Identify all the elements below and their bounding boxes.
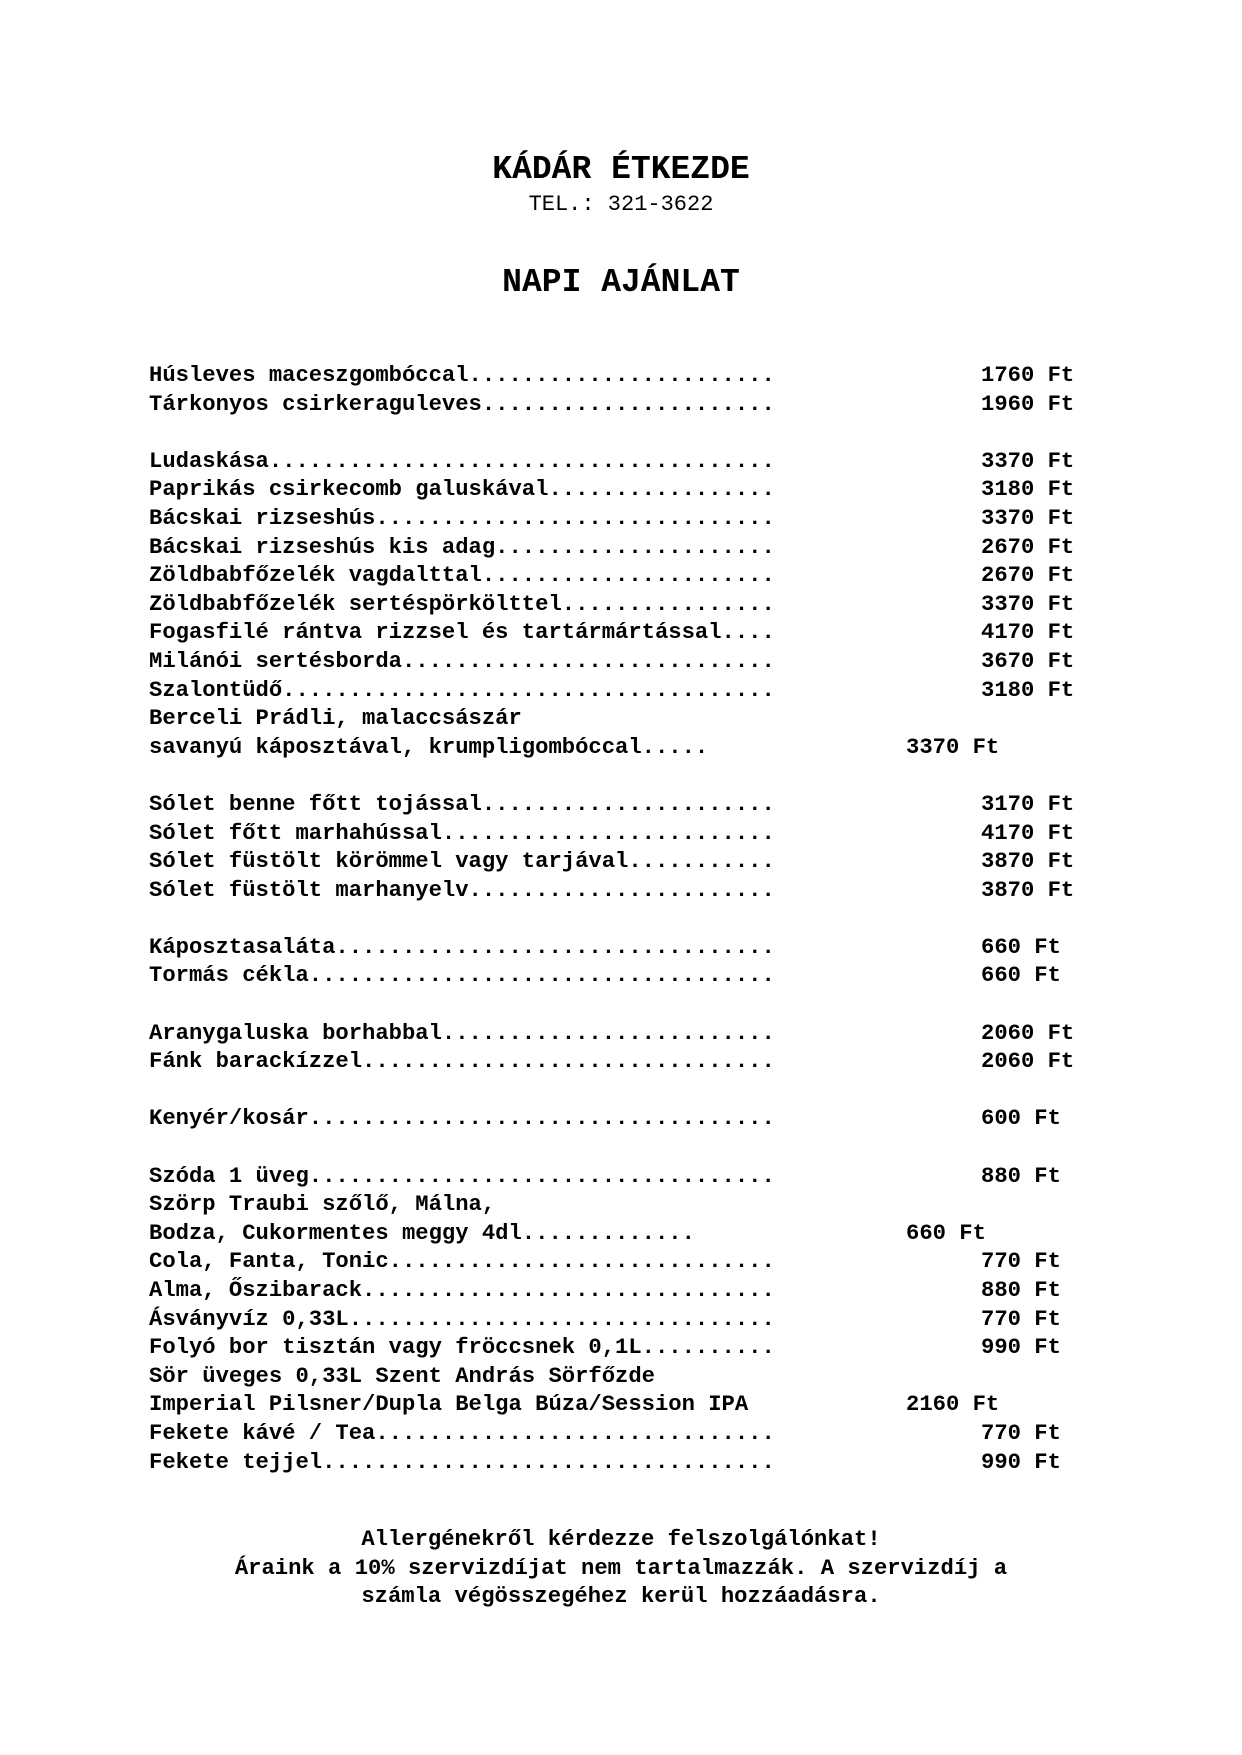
menu-item-name: Bácskai rizseshús.............................. bbox=[149, 505, 775, 531]
menu-item bbox=[149, 1363, 1109, 1392]
menu-item-price: 1760 Ft bbox=[981, 363, 1075, 388]
menu-item bbox=[149, 362, 1109, 391]
menu-item-name: Fánk barackízzel............................... bbox=[149, 1049, 775, 1075]
menu-item-name: Bodza, Cukormentes meggy 4dl............. bbox=[149, 1220, 695, 1246]
menu-item bbox=[149, 877, 1109, 906]
menu-item bbox=[149, 1277, 1109, 1306]
menu-item-price: 600 Ft bbox=[981, 1106, 1061, 1132]
menu-item-name: Cola, Fanta, Tonic............................. bbox=[149, 1249, 775, 1275]
menu-list bbox=[149, 362, 1109, 1477]
menu-item-price: 3170 Ft bbox=[981, 791, 1075, 817]
menu-item-price: 660 Ft bbox=[906, 1220, 986, 1246]
menu-item-price: 2060 Ft bbox=[981, 1049, 1075, 1075]
menu-item-name: Sólet főtt marhahússal......................... bbox=[149, 820, 775, 846]
menu-item bbox=[149, 934, 1109, 963]
menu-item-price: 3670 Ft bbox=[981, 648, 1075, 674]
menu-item bbox=[149, 1163, 1109, 1192]
menu-item bbox=[149, 562, 1109, 591]
menu-item bbox=[149, 1391, 1109, 1420]
menu-item bbox=[149, 734, 1109, 763]
allergen-notice: Allergénekről kérdezze felszolgálónkat! bbox=[361, 1527, 881, 1552]
menu-item-name: Milánói sertésborda............................ bbox=[149, 648, 775, 674]
menu-item bbox=[149, 1220, 1109, 1249]
menu-item-price: 770 Ft bbox=[981, 1306, 1061, 1332]
restaurant-name: KÁDÁR ÉTKEZDE bbox=[492, 151, 750, 188]
menu-item-name: Aranygaluska borhabbal......................... bbox=[149, 1020, 775, 1046]
menu-item bbox=[149, 1105, 1109, 1134]
menu-item bbox=[149, 476, 1109, 505]
menu-item-name: Szalontüdő..................................... bbox=[149, 677, 775, 703]
menu-item-name: Káposztasaláta................................. bbox=[149, 934, 775, 960]
menu-item-price: 4170 Ft bbox=[981, 820, 1075, 846]
menu-item-name: Sör üveges 0,33L Szent András Sörfőzde bbox=[149, 1363, 655, 1389]
menu-item bbox=[149, 705, 1109, 734]
menu-item bbox=[149, 391, 1109, 420]
menu-item-name: Sólet füstölt körömmel vagy tarjával........... bbox=[149, 849, 775, 875]
menu-item-price: 880 Ft bbox=[981, 1163, 1061, 1189]
menu-item-name: Tárkonyos csirkeraguleves...................... bbox=[149, 391, 775, 417]
menu-item-name: Berceli Prádli, malaccsászár bbox=[149, 706, 522, 732]
menu-item-name: Szörp Traubi szőlő, Málna, bbox=[149, 1192, 496, 1218]
menu-item-name: Szóda 1 üveg................................... bbox=[149, 1163, 775, 1189]
footer-notice bbox=[0, 1526, 1242, 1612]
menu-item-name: Fekete tejjel.................................. bbox=[149, 1449, 775, 1475]
menu-item-price: 3370 Ft bbox=[981, 448, 1075, 474]
menu-item-price: 1960 Ft bbox=[981, 391, 1075, 417]
menu-item-name: Fogasfilé rántva rizzsel és tartármártással.... bbox=[149, 620, 775, 646]
menu-item bbox=[149, 591, 1109, 620]
menu-item-name: Ludaskása...................................... bbox=[149, 448, 775, 474]
menu-item bbox=[149, 1191, 1109, 1220]
menu-item bbox=[149, 820, 1109, 849]
menu-item-price: 660 Ft bbox=[981, 963, 1061, 989]
menu-item-price: 3870 Ft bbox=[981, 849, 1075, 875]
menu-item bbox=[149, 1306, 1109, 1335]
menu-item-name: Folyó bor tisztán vagy fröccsnek 0,1L.......... bbox=[149, 1335, 775, 1361]
menu-item-price: 880 Ft bbox=[981, 1278, 1061, 1303]
menu-item-price: 3370 Ft bbox=[981, 505, 1075, 531]
menu-item-price: 3180 Ft bbox=[981, 477, 1075, 503]
menu-item-name: Fekete kávé / Tea.............................. bbox=[149, 1420, 775, 1446]
menu-item-price: 770 Ft bbox=[981, 1420, 1061, 1446]
menu-item bbox=[149, 1334, 1109, 1363]
section-title: NAPI AJÁNLAT bbox=[502, 264, 740, 301]
menu-item-price: 3370 Ft bbox=[981, 591, 1075, 617]
menu-item bbox=[149, 848, 1109, 877]
menu-item-price: 4170 Ft bbox=[981, 620, 1075, 646]
menu-item bbox=[149, 1020, 1109, 1049]
menu-item bbox=[149, 791, 1109, 820]
menu-item bbox=[149, 677, 1109, 706]
menu-item-price: 2160 Ft bbox=[906, 1392, 1000, 1418]
menu-item-name: Tormás cékla................................... bbox=[149, 963, 775, 989]
menu-item-price: 770 Ft bbox=[981, 1249, 1061, 1275]
menu-item-price: 2060 Ft bbox=[981, 1020, 1075, 1046]
menu-item bbox=[149, 1048, 1109, 1077]
menu-item bbox=[149, 505, 1109, 534]
menu-item-name: Imperial Pilsner/Dupla Belga Búza/Session IPA bbox=[149, 1392, 749, 1418]
menu-item-price: 3370 Ft bbox=[906, 734, 1000, 760]
menu-item-name: Ásványvíz 0,33L................................ bbox=[149, 1306, 775, 1332]
menu-item-name: Paprikás csirkecomb galuskával................. bbox=[149, 477, 775, 503]
phone-number: TEL.: 321-3622 bbox=[528, 192, 714, 217]
menu-item-name: Sólet füstölt marhanyelv....................... bbox=[149, 877, 775, 903]
menu-item bbox=[149, 448, 1109, 477]
menu-item-name: Húsleves maceszgombóccal....................... bbox=[149, 363, 775, 388]
menu-item-name: Alma, Őszibarack............................... bbox=[149, 1278, 775, 1303]
menu-item-name: savanyú káposztával, krumpligombóccal..... bbox=[149, 734, 709, 760]
menu-item-price: 990 Ft bbox=[981, 1449, 1061, 1475]
menu-item bbox=[149, 962, 1109, 991]
menu-item-name: Zöldbabfőzelék vagdalttal...................... bbox=[149, 563, 775, 589]
menu-item-name: Sólet benne főtt tojással...................... bbox=[149, 791, 775, 817]
menu-item bbox=[149, 648, 1109, 677]
menu-item bbox=[149, 1248, 1109, 1277]
menu-item-name: Kenyér/kosár................................... bbox=[149, 1106, 775, 1132]
service-fee-notice-continued: számla végösszegéhez kerül hozzáadásra. bbox=[361, 1584, 881, 1610]
menu-item-price: 660 Ft bbox=[981, 934, 1061, 960]
menu-item bbox=[149, 534, 1109, 563]
menu-item bbox=[149, 619, 1109, 648]
menu-item-price: 2670 Ft bbox=[981, 563, 1075, 589]
menu-item bbox=[149, 1449, 1109, 1478]
menu-item-price: 2670 Ft bbox=[981, 534, 1075, 560]
menu-item-price: 3180 Ft bbox=[981, 677, 1075, 703]
menu-item-price: 3870 Ft bbox=[981, 877, 1075, 903]
menu-item bbox=[149, 1420, 1109, 1449]
menu-item-name: Bácskai rizseshús kis adag..................... bbox=[149, 534, 775, 560]
menu-item-name: Zöldbabfőzelék sertéspörkölttel................ bbox=[149, 591, 775, 617]
menu-item-price: 990 Ft bbox=[981, 1335, 1061, 1361]
service-fee-notice: Áraink a 10% szervizdíjat nem tartalmazzák. A szervizdíj a bbox=[234, 1555, 1008, 1581]
